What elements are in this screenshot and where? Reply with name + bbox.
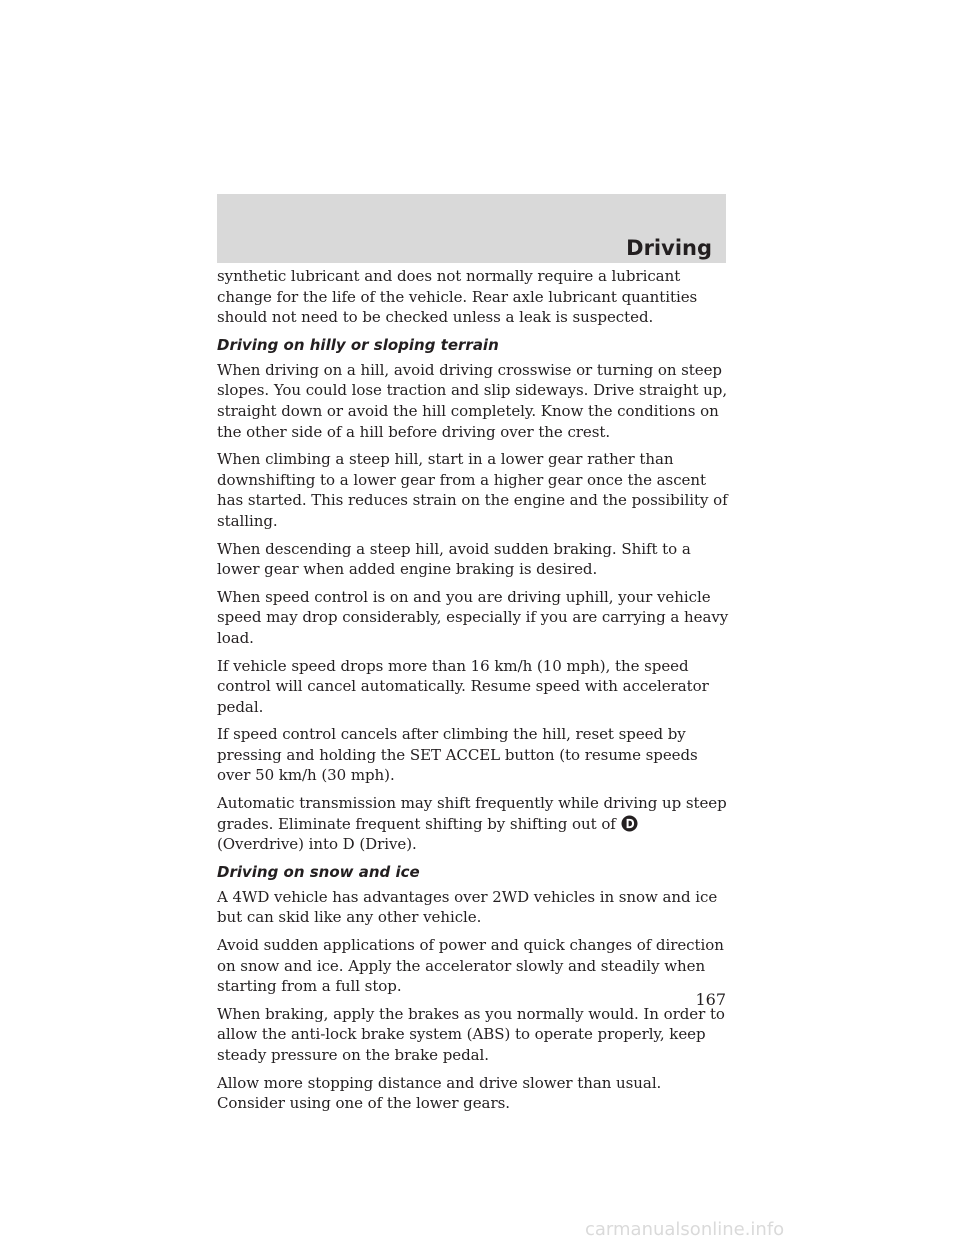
overdrive-text-after: (Overdrive) into D (Drive). (217, 835, 417, 854)
hilly-paragraph-5: If vehicle speed drops more than 16 km/h (10 mph), the speed control will cancel automatically. Resume speed with accelerator pedal. (217, 656, 709, 716)
intro-paragraph: synthetic lubricant and does not normally require a lubricant change for the life of the vehicle. Rear axle lubricant quantities should not need to be checked unless a leak is suspected. (217, 267, 698, 327)
hilly-paragraph-1: When driving on a hill, avoid driving crosswise or turning on steep slopes. You could lose traction and slip sideways. Drive straight up, straight down or avoid the hill completely. Know the conditions on the other side of a hill before driving over the crest. (217, 360, 728, 441)
hilly-paragraph-4: When speed control is on and you are driving uphill, your vehicle speed may drop considerably, especially if you are carrying a heavy load. (217, 587, 729, 647)
hilly-paragraph-7 (217, 793, 729, 855)
snow-paragraph-1: A 4WD vehicle has advantages over 2WD vehicles in snow and ice but can skid like any other vehicle. (217, 887, 718, 927)
page-content (217, 266, 729, 1121)
heading-hilly-terrain: Driving on hilly or sloping terrain (217, 335, 499, 354)
hilly-paragraph-6: If speed control cancels after climbing the hill, reset speed by pressing and holding the SET ACCEL button (to resume speeds over 50 km/h (30 mph). (217, 725, 698, 785)
snow-paragraph-2: Avoid sudden applications of power and quick changes of direction on snow and ice. Apply the accelerator slowly and steadily when starting from a full stop. (217, 936, 724, 996)
snow-paragraph-3: When braking, apply the brakes as you normally would. In order to allow the anti-lock brake system (ABS) to operate properly, keep steady pressure on the brake pedal. (217, 1004, 725, 1064)
overdrive-icon (621, 815, 638, 832)
heading-snow-ice: Driving on snow and ice (217, 862, 420, 881)
hilly-paragraph-3: When descending a steep hill, avoid sudden braking. Shift to a lower gear when added engine braking is desired. (217, 539, 691, 579)
overdrive-text-before: Automatic transmission may shift frequently while driving up steep grades. Eliminate frequent shifting by shifting out of (217, 794, 727, 833)
hilly-paragraph-2: When climbing a steep hill, start in a lower gear rather than downshifting to a lower gear from a higher gear once the ascent has started. This reduces strain on the engine and the possibility of stalling. (217, 450, 728, 530)
section-header-band (217, 194, 726, 263)
watermark: carmanualsonline.info (585, 1219, 785, 1240)
snow-paragraph-4: Allow more stopping distance and drive slower than usual. Consider using one of the lower gears. (217, 1073, 662, 1113)
page-number: 167 (695, 990, 726, 1009)
section-title: Driving (626, 236, 712, 260)
